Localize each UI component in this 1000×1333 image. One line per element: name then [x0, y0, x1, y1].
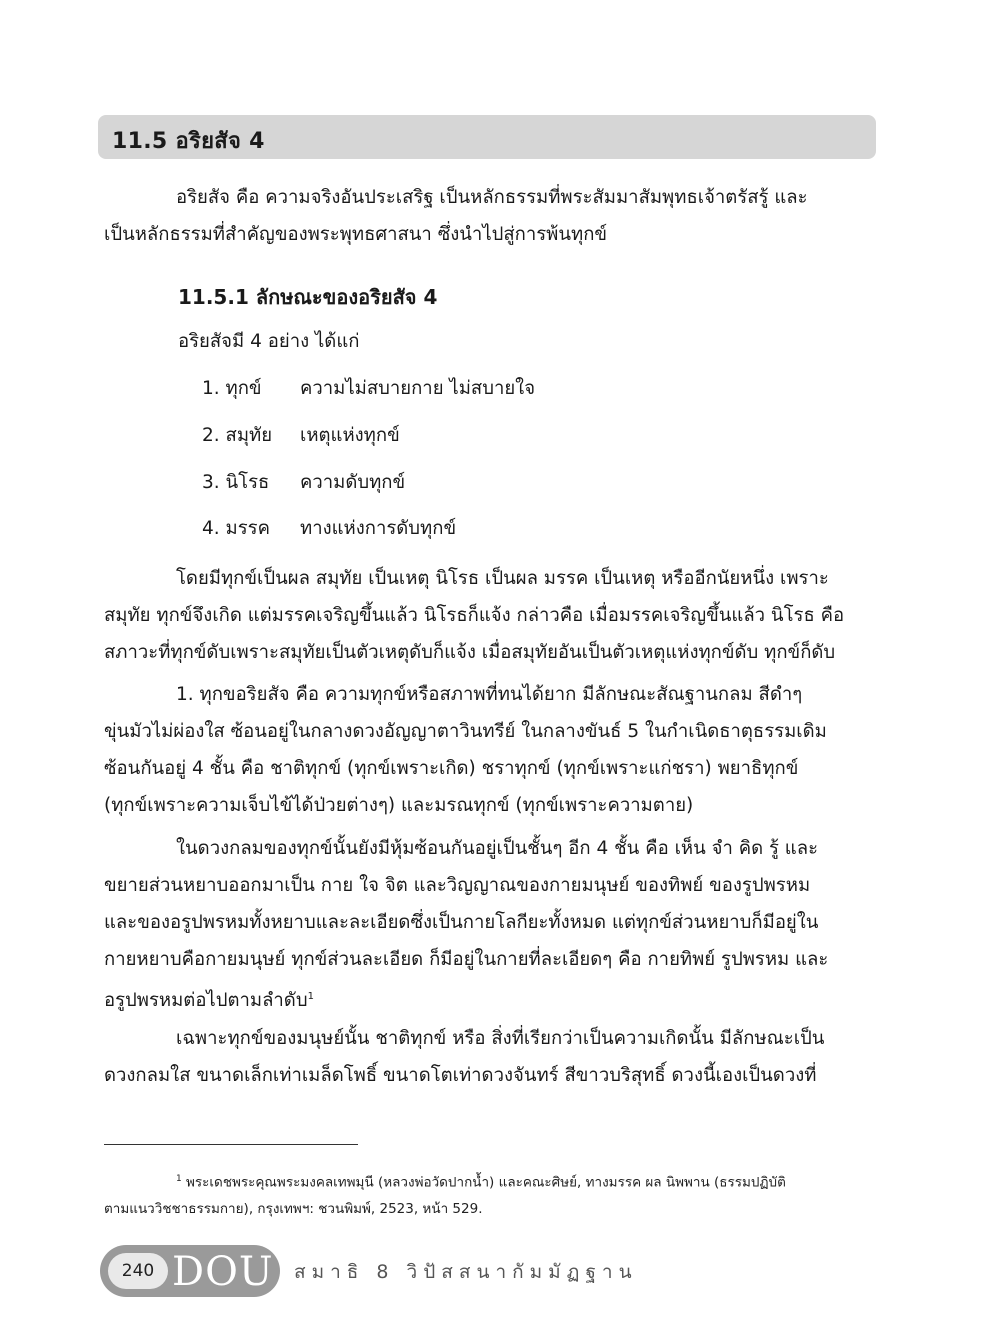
running-head: สมาธิ 8 วิปัสสนากัมมัฏฐาน [294, 1261, 638, 1283]
paragraph-line: 1. ทุกขอริยสัจ คือ ความทุกข์หรือสภาพที่ทนได้ยาก มีลักษณะสัณฐานกลม สีดำๆ [176, 684, 803, 705]
paragraph-line: อริยสัจ คือ ความจริงอันประเสริฐ เป็นหลักธรรมที่พระสัมมาสัมพุทธเจ้าตรัสรู้ และ [176, 187, 808, 208]
dukkha-paragraph [104, 676, 882, 824]
section-title: 11.5 อริยสัจ 4 [112, 129, 265, 154]
paragraph-line: สมุทัย ทุกข์จึงเกิด แต่มรรคเจริญขึ้นแล้ว นิโรธก็แจ้ง กล่าวคือ เมื่อมรรคเจริญขึ้นแล้ว นิโรธ คือ [104, 605, 845, 626]
footnote-text: พระเดชพระคุณพระมงคลเทพมุนี (หลวงพ่อวัดปากน้ำ) และคณะศิษย์, ทางมรรค ผล นิพพาน (ธรรมปฏิบัติ [186, 1174, 786, 1191]
paragraph-line: ในดวงกลมของทุกข์นั้นยังมีหุ้มซ้อนกันอยู่เป็นชั้นๆ อีก 4 ชั้น คือ เห็น จำ คิด รู้ และ [176, 838, 819, 859]
intro-paragraph [104, 179, 882, 253]
paragraph-line: และของอรูปพรหมทั้งหยาบและละเอียดซึ่งเป็นกายโลกียะทั้งหมด แต่ทุกข์ส่วนหยาบก็มีอยู่ใน [104, 912, 819, 933]
list-meaning: ความไม่สบายกาย ไม่สบายใจ [300, 378, 536, 399]
paragraph-line-text: อรูปพรหมต่อไปตามลำดับ [104, 990, 308, 1012]
footnote-mark: 1 [176, 1174, 182, 1184]
list-item [202, 514, 456, 543]
list-term: 1. ทุกข์ [202, 378, 262, 399]
list-meaning: ความดับทุกข์ [300, 472, 406, 493]
footnote [104, 1166, 900, 1222]
paragraph-line: เฉพาะทุกข์ของมนุษย์นั้น ชาติทุกข์ หรือ สิ่งที่เรียกว่าเป็นความเกิดนั้น มีลักษณะเป็น [176, 1028, 825, 1049]
paragraph-line: โดยมีทุกข์เป็นผล สมุทัย เป็นเหตุ นิโรธ เป็นผล มรรค เป็นเหตุ หรืออีกนัยหนึ่ง เพราะ [176, 568, 829, 589]
paragraph-line: ขยายส่วนหยาบออกมาเป็น กาย ใจ จิต และวิญญาณของกายมนุษย์ ของทิพย์ ของรูปพรหม [104, 875, 811, 896]
list-item [202, 374, 535, 403]
paragraph-line: เป็นหลักธรรมที่สำคัญของพระพุทธศาสนา ซึ่งนำไปสู่การพ้นทุกข์ [104, 224, 608, 245]
footnote-line: ตามแนววิชชาธรรมกาย), กรุงเทพฯ: ชวนพิมพ์, 2523, หน้า 529. [104, 1200, 483, 1217]
paragraph-line: (ทุกข์เพราะความเจ็บไข้ได้ป่วยต่างๆ) และมรณทุกข์ (ทุกข์เพราะความตาย) [104, 795, 694, 816]
paragraph-line: ซ้อนกันอยู่ 4 ชั้น คือ ชาติทุกข์ (ทุกข์เพราะเกิด) ชราทุกข์ (ทุกข์เพราะแก่ชรา) พยาธิทุกข์ [104, 758, 799, 779]
list-meaning: เหตุแห่งทุกข์ [300, 425, 400, 446]
dou-logo: DOU [172, 1249, 274, 1295]
subsection-title: 11.5.1 ลักษณะของอริยสัจ 4 [178, 285, 438, 309]
list-term: 3. นิโรธ [202, 472, 270, 493]
page-number: 240 [108, 1253, 168, 1289]
paragraph-line: กายหยาบคือกายมนุษย์ ทุกข์ส่วนละเอียด ก็มีอยู่ในกายที่ละเอียดๆ คือ กายทิพย์ รูปพรหม และ [104, 949, 829, 970]
paragraph-line [104, 978, 882, 1019]
human-dukkha-paragraph [104, 1020, 882, 1094]
paragraph-line: สภาวะที่ทุกข์ดับเพราะสมุทัยเป็นตัวเหตุดับก็แจ้ง เมื่อสมุทัยอันเป็นตัวเหตุแห่งทุกข์ดับ ทุกข์ก็ดับ [104, 642, 836, 663]
footnote-reference[interactable]: 1 [307, 991, 314, 1002]
footnote-divider [104, 1144, 358, 1145]
paragraph-line: ขุ่นมัวไม่ผ่องใส ซ้อนอยู่ในกลางดวงอัญญาตาวินทรีย์ ในกลางขันธ์ 5 ในกำเนิดธาตุธรรมเดิม [104, 721, 827, 742]
list-term: 4. มรรค [202, 518, 270, 539]
list-intro: อริยสัจมี 4 อย่าง ได้แก่ [178, 331, 360, 352]
layers-paragraph [104, 830, 882, 1019]
list-item [202, 421, 400, 450]
footnote-line [104, 1166, 900, 1196]
list-item [202, 468, 405, 497]
paragraph-line: ดวงกลมใส ขนาดเล็กเท่าเมล็ดโพธิ์ ขนาดโตเท่าดวงจันทร์ สีขาวบริสุทธิ์ ดวงนี้เองเป็นดวงที่ [104, 1065, 817, 1086]
list-meaning: ทางแห่งการดับทุกข์ [300, 518, 457, 539]
cause-effect-paragraph [104, 560, 882, 671]
list-term: 2. สมุทัย [202, 425, 273, 446]
